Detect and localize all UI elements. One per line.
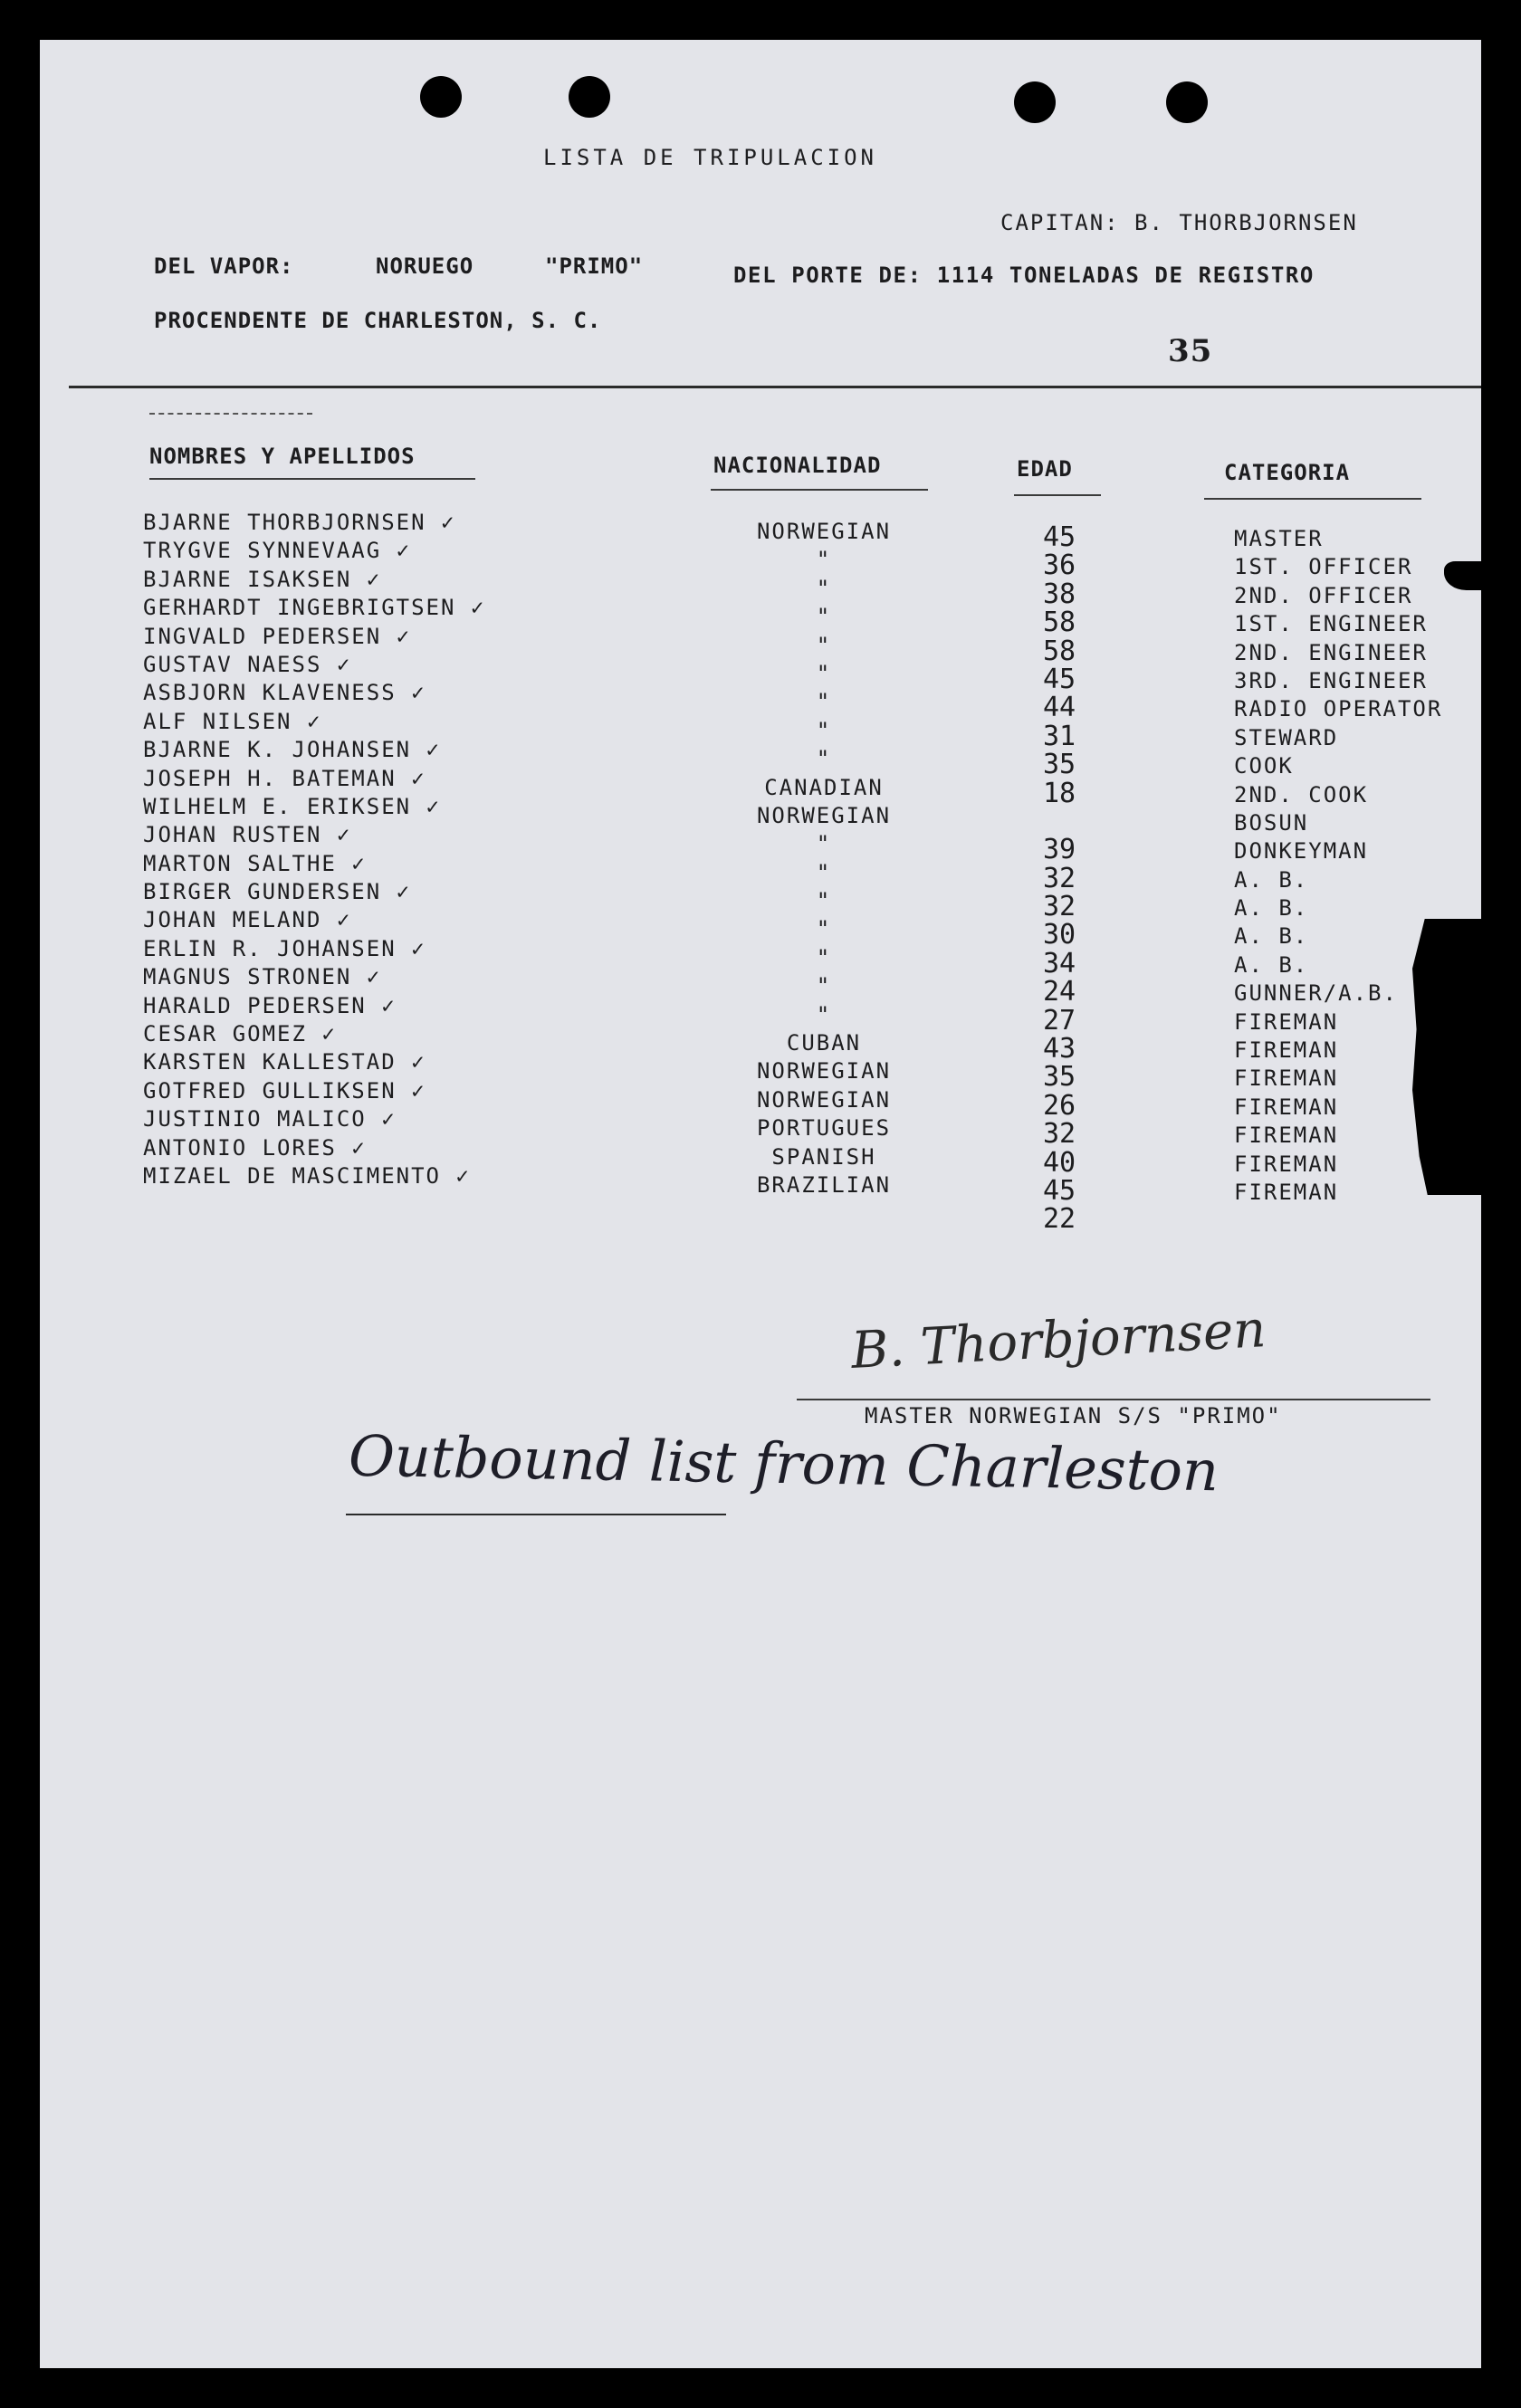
crew-category: FIREMAN bbox=[1234, 1008, 1339, 1035]
crew-nationality: NORWEGIAN bbox=[756, 519, 892, 544]
crew-category: DONKEYMAN bbox=[1234, 838, 1369, 865]
crew-age: 32 bbox=[1042, 1118, 1076, 1151]
tonnage-line: DEL PORTE DE: 1114 TONELADAS DE REGISTRO bbox=[733, 263, 1315, 288]
column-header-age: EDAD bbox=[1017, 456, 1073, 482]
crew-category: A. B. bbox=[1234, 895, 1309, 922]
crew-category: 2ND. OFFICER bbox=[1234, 582, 1413, 608]
crew-nationality: " bbox=[816, 689, 832, 715]
crew-name: JOSEPH H. BATEMAN ✓ bbox=[143, 765, 426, 791]
crew-nationality: " bbox=[816, 717, 832, 743]
crew-age: 24 bbox=[1042, 976, 1076, 1008]
crew-nationality: NORWEGIAN bbox=[756, 1086, 892, 1113]
column-header-category: CATEGORIA bbox=[1224, 460, 1351, 485]
signature-caption: MASTER NORWEGIAN S/S "PRIMO" bbox=[865, 1403, 1282, 1429]
crew-nationality: SPANISH bbox=[771, 1143, 876, 1170]
column-header-names: NOMBRES Y APELLIDOS bbox=[149, 444, 416, 469]
crew-name: ALF NILSEN ✓ bbox=[143, 708, 322, 734]
crew-category: MASTER bbox=[1234, 526, 1324, 551]
crew-name: ASBJORN KLAVENESS ✓ bbox=[143, 680, 426, 706]
crew-nationality: NORWEGIAN bbox=[756, 802, 892, 828]
column-header-underline bbox=[1014, 494, 1101, 496]
crew-age: 32 bbox=[1042, 862, 1076, 894]
crew-age: 32 bbox=[1042, 891, 1076, 923]
document-title: LISTA DE TRIPULACION bbox=[543, 145, 877, 170]
crew-category: FIREMAN bbox=[1234, 1179, 1339, 1205]
crew-nationality: NORWEGIAN bbox=[756, 1058, 892, 1085]
crew-age: 45 bbox=[1042, 1174, 1076, 1207]
crew-nationality: PORTUGUES bbox=[756, 1115, 892, 1142]
crew-name: ANTONIO LORES ✓ bbox=[143, 1134, 367, 1161]
crew-age: 35 bbox=[1042, 749, 1076, 781]
page-number: 35 bbox=[1168, 333, 1213, 369]
crew-category: STEWARD bbox=[1234, 724, 1339, 750]
crew-category: 1ST. OFFICER bbox=[1234, 554, 1413, 580]
divider bbox=[149, 413, 312, 415]
crew-name: GOTFRED GULLIKSEN ✓ bbox=[143, 1077, 426, 1104]
names-column bbox=[143, 509, 485, 1190]
crew-age: 35 bbox=[1042, 1061, 1076, 1094]
crew-category: FIREMAN bbox=[1234, 1094, 1339, 1120]
crew-age: 26 bbox=[1042, 1089, 1076, 1122]
crew-age: 18 bbox=[1042, 777, 1076, 809]
crew-age: 39 bbox=[1042, 834, 1076, 866]
crew-category: FIREMAN bbox=[1234, 1065, 1339, 1092]
crew-age: 44 bbox=[1042, 692, 1076, 724]
crew-nationality: " bbox=[816, 859, 832, 885]
column-header-underline bbox=[149, 478, 475, 480]
crew-nationality: " bbox=[816, 831, 832, 857]
crew-nationality: " bbox=[816, 1001, 832, 1027]
crew-age: 45 bbox=[1042, 521, 1076, 553]
vessel-name: "PRIMO" bbox=[545, 253, 644, 279]
crew-age: 22 bbox=[1042, 1203, 1076, 1236]
crew-name: MARTON SALTHE ✓ bbox=[143, 850, 367, 876]
crew-nationality: CANADIAN bbox=[764, 774, 884, 800]
punch-hole bbox=[1166, 81, 1208, 123]
annotation-underline bbox=[346, 1514, 726, 1515]
crew-name: MAGNUS STRONEN ✓ bbox=[143, 964, 382, 990]
crew-nationality: " bbox=[816, 944, 832, 970]
crew-age: 31 bbox=[1042, 720, 1076, 752]
crew-nationality: " bbox=[816, 604, 832, 630]
crew-nationality: " bbox=[816, 632, 832, 658]
crew-age bbox=[1014, 807, 1105, 836]
signature-line bbox=[797, 1399, 1430, 1400]
crew-nationality: CUBAN bbox=[786, 1030, 862, 1056]
crew-name: GERHARDT INGEBRIGTSEN ✓ bbox=[143, 595, 486, 621]
category-column bbox=[1234, 525, 1442, 1207]
crew-name: BIRGER GUNDERSEN ✓ bbox=[143, 879, 412, 905]
nationality-column bbox=[715, 518, 933, 1199]
crew-nationality: " bbox=[816, 575, 832, 601]
crew-name: TRYGVE SYNNEVAAG ✓ bbox=[143, 538, 412, 564]
captain-line: CAPITAN: B. THORBJORNSEN bbox=[1000, 210, 1358, 235]
crew-category: RADIO OPERATOR bbox=[1234, 696, 1443, 722]
column-header-nationality: NACIONALIDAD bbox=[713, 453, 882, 478]
crew-age: 58 bbox=[1042, 635, 1076, 667]
crew-category: 3RD. ENGINEER bbox=[1234, 667, 1428, 693]
vessel-flag: NORUEGO bbox=[376, 253, 474, 279]
crew-nationality: " bbox=[816, 973, 832, 999]
vessel-label: DEL VAPOR: bbox=[154, 253, 294, 279]
punch-hole bbox=[569, 76, 610, 118]
crew-name: JUSTINIO MALICO ✓ bbox=[143, 1106, 397, 1132]
crew-name: BJARNE ISAKSEN ✓ bbox=[143, 566, 382, 592]
crew-name: INGVALD PEDERSEN ✓ bbox=[143, 623, 412, 649]
crew-category: FIREMAN bbox=[1234, 1151, 1339, 1177]
age-column bbox=[1014, 523, 1105, 1234]
crew-nationality: " bbox=[816, 746, 832, 772]
master-signature: B. Thorbjornsen bbox=[849, 1300, 1268, 1381]
punch-hole bbox=[1014, 81, 1056, 123]
column-header-underline bbox=[1204, 498, 1421, 500]
column-header-underline bbox=[711, 489, 928, 491]
crew-nationality: " bbox=[816, 660, 832, 686]
crew-category: A. B. bbox=[1234, 951, 1309, 978]
crew-name: HARALD PEDERSEN ✓ bbox=[143, 992, 397, 1018]
header-rule bbox=[69, 386, 1481, 388]
crew-category: A. B. bbox=[1234, 866, 1309, 893]
crew-category: 2ND. COOK bbox=[1234, 781, 1369, 807]
crew-age: 34 bbox=[1042, 947, 1076, 979]
crew-name: JOHAN MELAND ✓ bbox=[143, 907, 352, 933]
crew-age: 40 bbox=[1042, 1146, 1076, 1179]
crew-age: 27 bbox=[1042, 1004, 1076, 1037]
crew-age: 45 bbox=[1042, 663, 1076, 695]
crew-nationality: " bbox=[816, 888, 832, 914]
crew-category: BOSUN bbox=[1234, 809, 1309, 836]
crew-name: BJARNE THORBJORNSEN ✓ bbox=[143, 510, 456, 535]
punch-hole bbox=[420, 76, 462, 118]
crew-category: 2ND. ENGINEER bbox=[1234, 639, 1428, 665]
crew-category: A. B. bbox=[1234, 923, 1309, 950]
crew-name: BJARNE K. JOHANSEN ✓ bbox=[143, 737, 441, 763]
crew-age: 36 bbox=[1042, 549, 1076, 582]
crew-age: 30 bbox=[1042, 919, 1076, 951]
crew-nationality: BRAZILIAN bbox=[756, 1171, 892, 1198]
crew-category: FIREMAN bbox=[1234, 1037, 1339, 1064]
crew-name: JOHAN RUSTEN ✓ bbox=[143, 822, 352, 848]
crew-name: ERLIN R. JOHANSEN ✓ bbox=[143, 935, 426, 961]
origin-line: PROCENDENTE DE CHARLESTON, S. C. bbox=[154, 308, 602, 333]
crew-age: 58 bbox=[1042, 607, 1076, 639]
crew-category: FIREMAN bbox=[1234, 1123, 1339, 1149]
crew-name: WILHELM E. ERIKSEN ✓ bbox=[143, 793, 441, 819]
crew-name: CESAR GOMEZ ✓ bbox=[143, 1021, 337, 1047]
handwritten-annotation: Outbound list from Charleston bbox=[348, 1422, 1220, 1505]
crew-category: COOK bbox=[1234, 753, 1294, 779]
crew-name: KARSTEN KALLESTAD ✓ bbox=[143, 1049, 426, 1075]
crew-category: GUNNER/A.B. bbox=[1234, 980, 1398, 1007]
crew-name: MIZAEL DE MASCIMENTO ✓ bbox=[143, 1162, 471, 1189]
crew-nationality: " bbox=[816, 916, 832, 942]
crew-age: 38 bbox=[1042, 578, 1076, 610]
crew-age: 43 bbox=[1042, 1033, 1076, 1065]
crew-nationality: " bbox=[816, 547, 832, 573]
crew-name: GUSTAV NAESS ✓ bbox=[143, 651, 352, 677]
crew-category: 1ST. ENGINEER bbox=[1234, 611, 1428, 637]
